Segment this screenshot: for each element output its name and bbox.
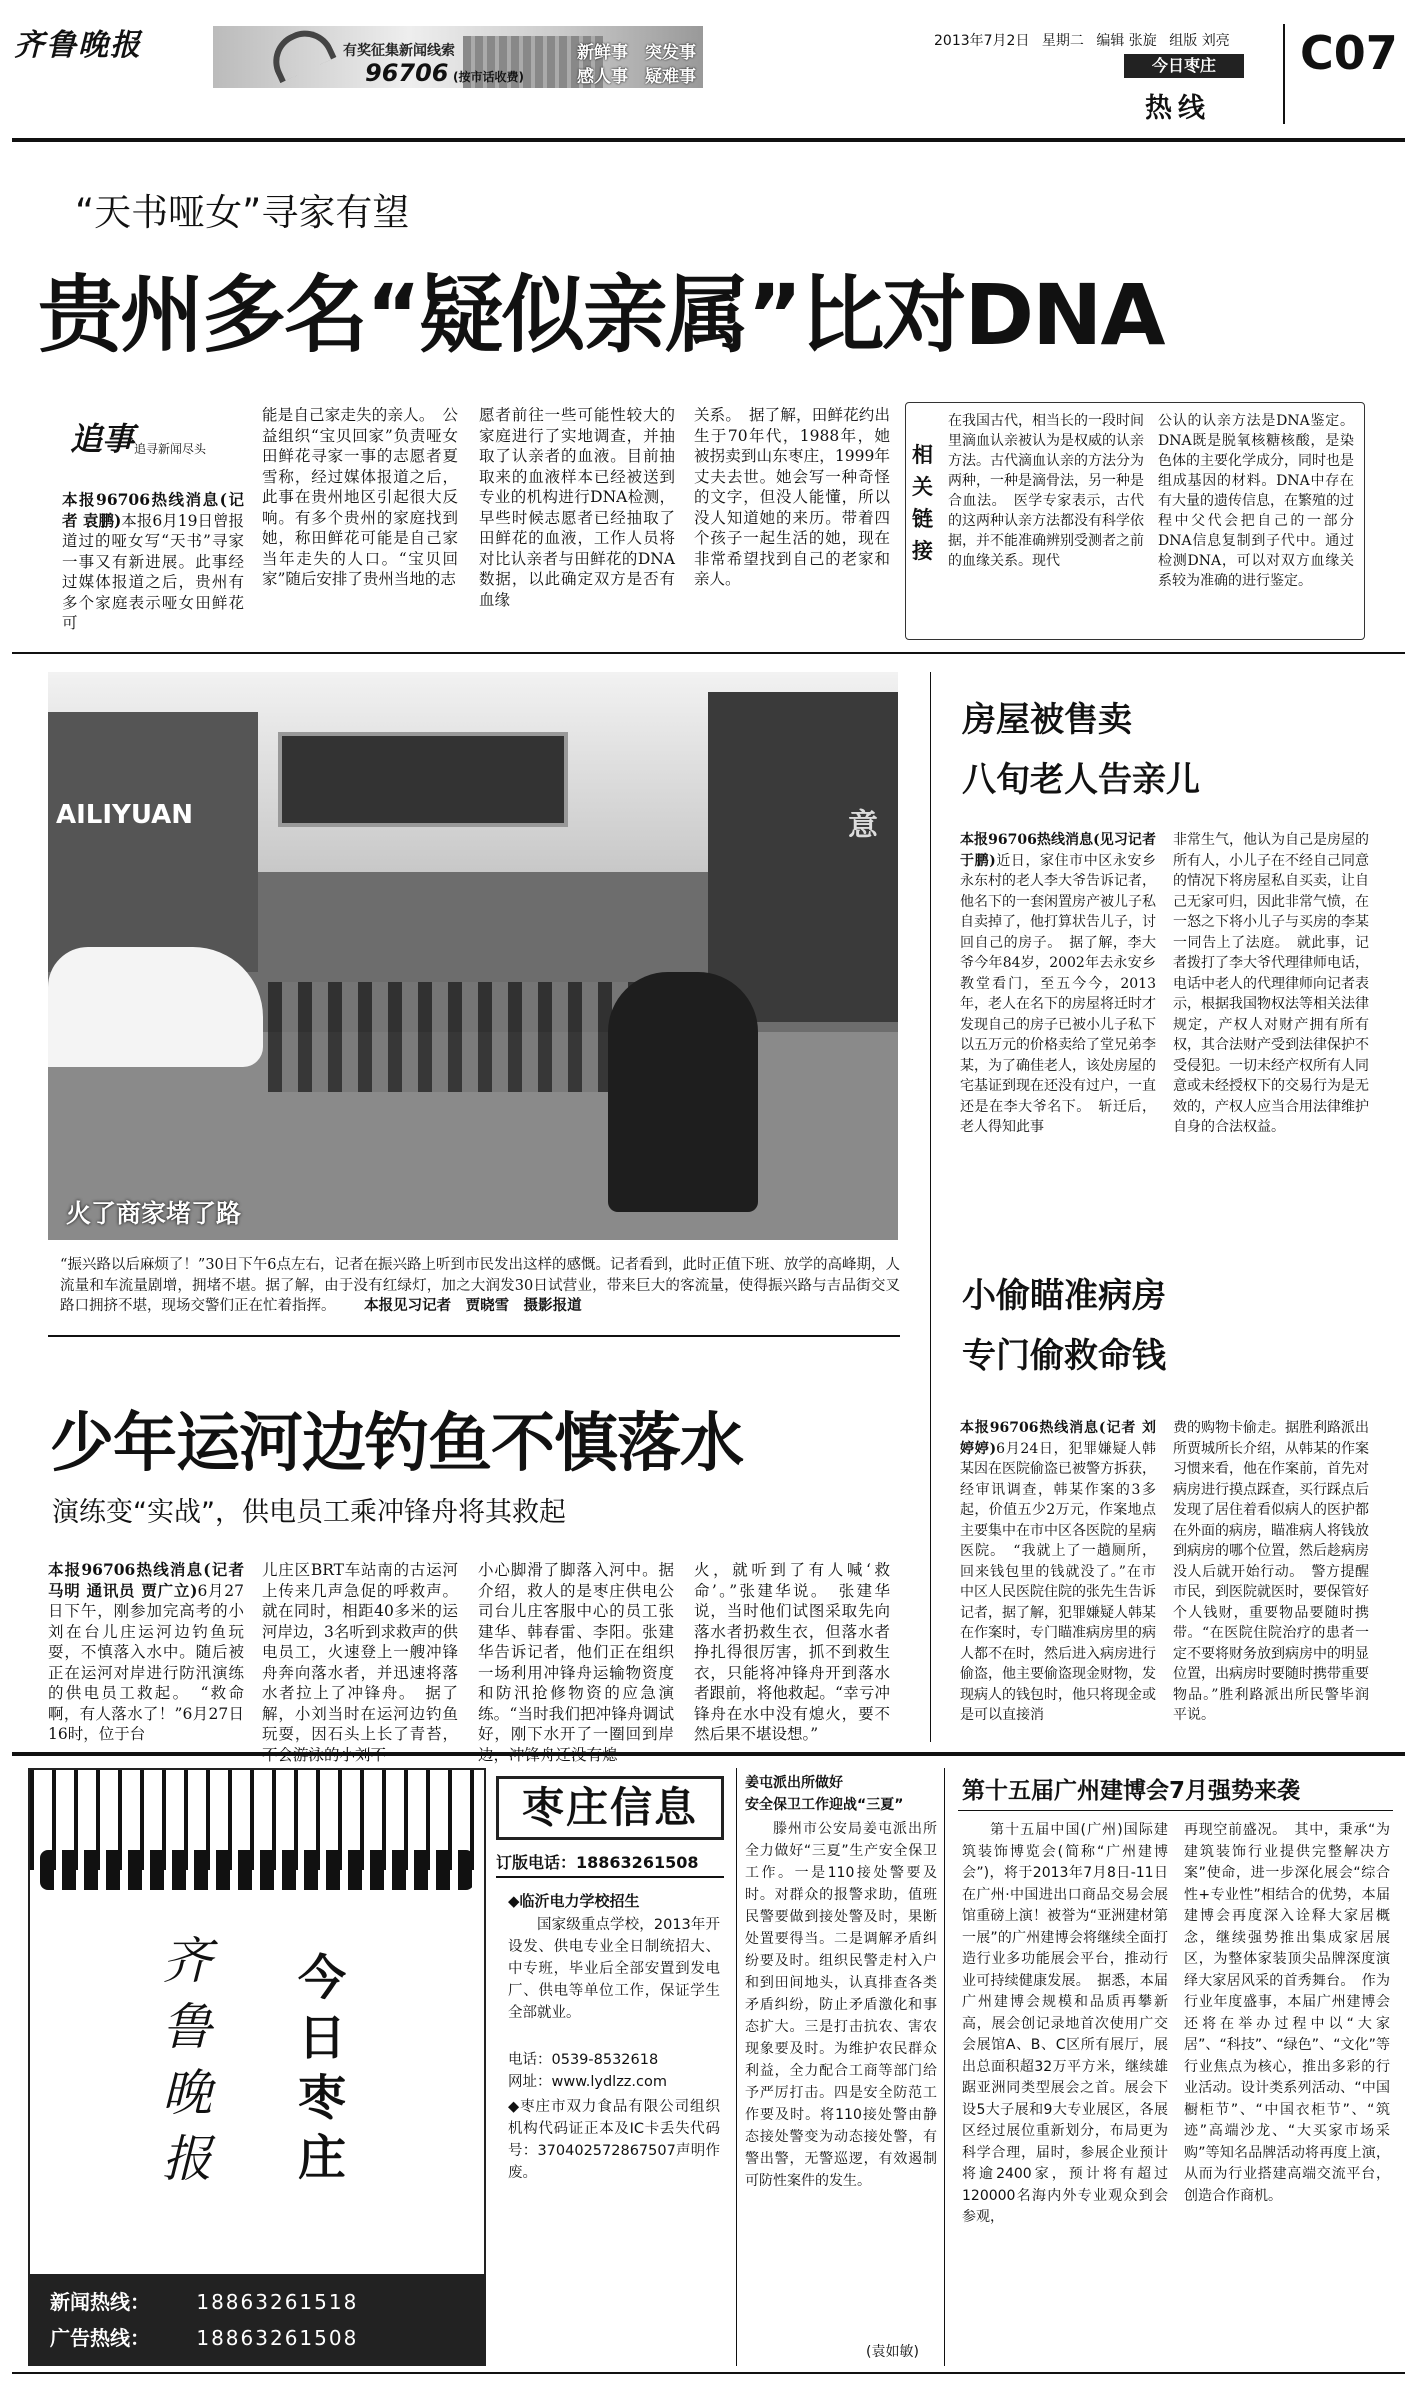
info-item2-text: ◆枣庄市双力食品有限公司组织机构代码证正本及IC卡丢失代码号：370402572867507声明作废。 [508, 2099, 720, 2181]
street-photo [48, 672, 898, 1240]
page-bottom-rule [12, 2372, 1405, 2374]
info-rule [496, 1876, 724, 1878]
issue-weekday: 星期二 [1041, 33, 1084, 49]
fishing-headline: 少年运河边钓鱼不慎落水 [50, 1407, 743, 1481]
lead-col-4 [694, 405, 890, 640]
lead-tag-sub: 追寻新闻尽头 [134, 442, 207, 456]
house-col-1 [960, 830, 1156, 1255]
section-name: 热线 [1145, 93, 1211, 124]
info-item1-phone: 电话：0539-8532618 [508, 2052, 659, 2068]
lead-col-4-text: 关系。 据了解，田鲜花约出生于70年代，1988年，她被拐卖到山东枣庄，1999年丈夫去世。她会写一种奇怪的文字，但没人能懂，所以没人知道她的来历。带着四个孩子一起生活的她，现在非常希望找到自己的老家和亲人。 [694, 406, 890, 588]
police-text [745, 1818, 937, 2338]
house-title-2: 八旬老人告亲儿 [962, 760, 1200, 800]
lead-bottom-rule [12, 652, 1405, 654]
photo-sign-2: 意 [848, 808, 878, 843]
lead-col-2 [262, 405, 458, 640]
house-title-1: 房屋被售卖 [962, 700, 1132, 740]
phone-handset-icon [263, 21, 336, 83]
page-number: C07 [1300, 26, 1398, 80]
lead-byline: 本报96706热线消息(记者 袁鹏) [62, 490, 244, 530]
tip-line-label: 有奖征集新闻线索 [343, 43, 455, 59]
thief-col-1 [960, 1418, 1156, 1740]
expo-col-1-text: 第十五届中国(广州)国际建筑装饰博览会(简称“广州建博会”)，将于2013年7月8日-11日在广州·中国进出口商品交易会展馆重磅上演！被誉为“亚洲建材第一展”的广州建博会将继续全面打造行业多功能展会平台，推动行业可持续健康发展。 据悉，本届广州建博会规模和品质再攀新高，展会创记录地首次使用广交会展馆A、B、C区所有展厅，展出总面积超32万平方米，继续雄踞亚洲同类型展会之首。展会下设5大子展和9大专业展区，各展区经过展位重新划分，布局更为科学合理，届时，参展企业预计将逾2400家，预计将有超过120000名海内外专业观众到会参观， [962, 1822, 1168, 2225]
related-label: 相关链接 [912, 443, 933, 563]
thief-title-1: 小偷瞄准病房 [962, 1276, 1166, 1316]
photo-sign-1: AILIYUAN [56, 800, 194, 830]
thief-col-2-text: 费的购物卡偷走。据胜利路派出所贾城所长介绍，从韩某的作案习惯来看，他在作案前，首先对病房进行摸点踩查，买行踩点后发现了居住着看似病人的医护都在外面的病房，瞄准病人将钱放到病房的哪个位置，然后趁病房没人后就开始行动。 警方提醒市民，到医院就医时，要保管好个人钱财，重要物品要随时携带。“在医院住院治疗的患者一定不要将财务放到病房中的明显位置，出病房时要随时携带重要物品。”胜利路派出所民警毕润平说。 [1173, 1420, 1369, 1723]
layout-editor: 组版 刘亮 [1169, 33, 1230, 49]
news-hotline: 18863261518 [196, 2290, 359, 2314]
lead-col-2-text: 能是自己家走失的亲人。 公益组织“宝贝回家”负责哑女田鲜花寻家一事的志愿者夏雪称，经过媒体报道之后，此事在贵州地区引起很大反响。有多个贵州的家庭找到她，称田鲜花可能是自己家当年走失的人口。“宝贝回家”随后安排了贵州当地的志 [262, 406, 458, 588]
police-credit: (袁如敏) [866, 2344, 919, 2360]
thief-byline: 本报96706热线消息(记者 刘婷婷) [960, 1420, 1156, 1457]
related-col-1 [948, 411, 1144, 633]
house-col-2-text: 非常生气，他认为自己是房屋的所有人，小儿子在不经自己同意的情况下将房屋私自买卖，让自己无家可归，因此非常气愤，在一怒之下将小儿子与买房的李某一同告上了法庭。 就此事，记者拨打了李大爷代理律师电话，电话中老人的代理律师向记者表示，根据我国物权法等相关法律规定，产权人对财产拥有所有权，其合法财产受到法律保护不受侵犯。一切未经产权所有人同意或未经授权下的交易行为是无效的，产权人应当合用法律维护自身的合法权益。 [1173, 832, 1369, 1135]
info-title: 枣庄信息 [496, 1776, 724, 1840]
info-order-label: 订版电话： [496, 1853, 577, 1872]
ad-title: 今日枣庄 [298, 1950, 347, 2186]
ad-logo: 齐鲁晚报 [162, 1932, 212, 2188]
lead-tag-text: 追事 [70, 420, 135, 458]
ad-block [28, 1768, 486, 2366]
right-col-divider [930, 672, 931, 1742]
lead-tag [62, 412, 232, 462]
info-item1 [508, 1914, 720, 2044]
thief-col-1-text: 6月24日，犯罪嫌疑人韩某因在医院偷盗已被警方拆获，经审讯调查，韩某作案的3多起，价值五少2万元，作案地点主要集中在市中区各医院的星病医院。 “我就上了一趟厕所，回来钱包里的钱就没了。”在市中区人民医院住院的张先生告诉记者，据了解，犯罪嫌疑人韩某在作案时，专门瞄准病房里的病人都不在时，然后进入病房进行偷盗，他主要偷盗现金财物，发现病人的钱包时，他只将现金或是可以直接消 [960, 1440, 1156, 1723]
photo-caption: 火了商家堵了路 [66, 1199, 242, 1228]
photo-car [48, 947, 263, 1067]
info-item2 [508, 2096, 720, 2216]
info-order [496, 1850, 698, 1873]
related-text-2: 公认的认亲方法是DNA鉴定。DNA既是脱氧核糖核酸，是染色体的主要化学成分，同时也是组成基因的材料。DNA中存在有大量的遗传信息，在繁殖的过程中父代会把自己的一部分DNA信息复制到子代中。通过检测DNA，可以对双方血缘关系较为准确的进行鉴定。 [1158, 413, 1354, 589]
fishing-byline: 本报96706热线消息(记者 马明 通讯员 贾广立) [48, 1560, 244, 1600]
info-block [496, 1768, 724, 2366]
info-item1-text: 国家级重点学校，2013年开设发、供电专业全日制统招大、中专班，毕业后全部安置到发电厂、供电等单位工作，保证学生全部就业。 [508, 1917, 720, 2021]
ad-hotline-label: 广告热线： [50, 2326, 150, 2350]
masthead-divider [1283, 24, 1285, 124]
thief-title-2: 专门偷救命钱 [962, 1336, 1166, 1376]
fishing-col-1-text: 6月27日下午，刚参加完高考的小刘在台儿庄运河边钓鱼玩耍，不慎落入水中。随后被正在运河对岸进行防汛演练的供电员工救起。 “救命啊，有人落水了！”6月27日16时，位于台 [48, 1581, 244, 1743]
related-box [905, 402, 1365, 640]
editor: 编辑 张旋 [1096, 33, 1157, 49]
house-col-2 [1173, 830, 1369, 1255]
house-col-1-text: 近日，家住市中区永安乡永东村的老人李大爷告诉记者，他名下的一套闲置房产被儿子私自卖掉了，他打算状告儿子，讨回自己的房子。 据了解，李大爷今年84岁，2002年去永安乡教堂看门，至五今今，2013年，老人在名下的房屋将迁时才发现自己的房子已被小儿子私下以五万元的价格卖给了堂兄弟李某，为了确佳老人，该处房屋的宅基证到现在还没有过户，一直还是在李大爷名下。 斩迁后，老人得知此事 [960, 852, 1157, 1135]
police-title-1: 姜屯派出所做好 [745, 1775, 843, 1791]
lead-kicker: “天书哑女”寻家有望 [75, 191, 410, 234]
lead-col-1-text: 本报6月19日曾报道过的哑女写“天书”寻家一事又有新进展。此事经过媒体报道之后，贵州有多个家庭表示哑女田鲜花可 [62, 511, 244, 632]
phone-handsets-row-icon [40, 1850, 474, 1890]
related-col-2 [1158, 411, 1354, 633]
photo-text [60, 1255, 900, 1319]
lead-col-3-text: 愿者前往一些可能性较大的家庭进行了实地调查，并抽取了认亲者的血液。目前抽取来的血液样本已经被送到专业的机构进行DNA检测，早些时候志愿者已经抽取了田鲜花的血液，工作人员将对比认亲者与田鲜花的DNA数据，以此确定双方是否有血缘 [479, 406, 675, 609]
photo-building-left [48, 712, 258, 972]
lead-headline: 贵州多名“疑似亲属”比对DNA [38, 266, 1164, 364]
photo-billboard [278, 732, 568, 827]
fishing-col-4 [694, 1560, 890, 1742]
masthead-logo: 齐鲁晚报 [14, 28, 142, 63]
expo-col-2-text: 再现空前盛况。 其中，秉承“为建筑装饰行业提供完整解决方案”使命，进一步深化展会“综合性+专业性”相结合的优势，本届建博会再度深入诠释大家居概念，继续强势推出集成家居展区，为整体家装顶尖品牌深度演绎大家居风采的首秀舞台。 作为行业年度盛事，本届广州建博会还将在举办过程中以“大家居”、“科技”、“绿色”、“文化”等行业焦点为核心，推出多彩的行业活动。设计类系列活动、“中国橱柜节”、“中国衣柜节”、“筑迹”高端沙龙、“大买家市场采购”等知名品牌活动将再度上演，从而为行业搭建高端交流平台，创造合作商机。 [1184, 1822, 1390, 2204]
fishing-col-4-text: 火，就听到了有人喊‘救命’。”张建华说。 张建华说，当时他们试图采取先向落水者扔救生衣，但落水者挣扎得很厉害，抓不到救生衣，只能将冲锋舟开到落水者跟前，将他救起。“幸亏冲锋舟在水中没有熄火，要不然后果不堪设想。” [694, 1561, 890, 1743]
fishing-col-2-text: 儿庄区BRT车站南的古运河上传来几声急促的呼救声。就在同时，相距40多米的运河岸边，3名听到求救声的供电员工，火速登上一艘冲锋舟奔向落水者，并迅速将落水者拉上了冲锋舟。 据了解，小刘当时在运河边钓鱼玩耍，因石头上长了青苔， [262, 1561, 458, 1743]
photo-bottom-rule [48, 1335, 900, 1337]
info-order-phone: 18863261508 [576, 1853, 699, 1872]
news-hotline-label: 新闻热线： [50, 2290, 150, 2314]
tip-phone: 96706 [365, 59, 449, 87]
info-item1-site: 网址：www.lydlzz.com [508, 2074, 667, 2090]
issue-date: 2013年7月2日 [934, 33, 1030, 49]
photo-scooter-rider [608, 972, 758, 1212]
police-text-body: 滕州市公安局姜屯派出所全力做好“三夏”生产安全保卫工作。一是110接处警要及时。对群众的报警求助，值班民警要做到接处警及时，果断处置要得当。二是调解矛盾纠纷要及时。组织民警走村入户和到田间地头，认真排查各类矛盾纠纷，防止矛盾激化和事态扩大。三是打击抗农、害农现象要及时。为维护农民群众利益，全力配合工商等部门给予严厉打击。四是安全防范工作要及时。将110接处警由静态接处警变为动态接处警，有警出警，无警巡逻，有效遏制可防性案件的发生。 [745, 1821, 937, 2189]
fishing-bottom-rule [12, 1752, 1405, 1756]
photo-credit: 本报见习记者 贾晓雪 摄影报道 [364, 1297, 582, 1314]
photo-text-body: “振兴路以后麻烦了！”30日下午6点左右，记者在振兴路上听到市民发出这样的感慨。记者看到，此时正值下班、放学的高峰期，人流量和车流量剧增，拥堵不堪。据了解，由于没有红绿灯，加之大润发30日试营业，带来巨大的客流量，使得振兴路与吉品街交叉路口拥挤不堪，现场交警们正在忙着指挥。 [60, 1257, 900, 1314]
ad-hotline-bar [30, 2274, 484, 2366]
related-text-1: 在我国古代，相当长的一段时间里滴血认亲被认为是权威的认亲方法。古代滴血认亲的方法分为两种，一种是滴骨法，另一种是合血法。 医学专家表示，古代的这两种认亲方法都没有科学依据，并不能准确辨别受测者之前的血缘关系。现代 [948, 413, 1144, 569]
fishing-col-3 [478, 1560, 674, 1742]
police-title-2: 安全保卫工作迎战“三夏” [745, 1797, 904, 1813]
masthead-banner [213, 26, 703, 88]
fishing-col-2 [262, 1560, 458, 1742]
section-top-badge: 今日枣庄 [1124, 54, 1244, 78]
fishing-col-1 [48, 1560, 244, 1742]
photo-building-right [708, 692, 898, 1022]
fishing-subhead: 演练变“实战”，供电员工乘冲锋舟将其救起 [52, 1497, 566, 1528]
expo-col-2 [1184, 1820, 1390, 2365]
fishing-col-3-text: 小心脚滑了脚落入河中。据介绍，救人的是枣庄供电公司台儿庄客服中心的员工张建华、韩春雷、李阳。张建华告诉记者，他们正在组织一场利用冲锋舟运输物资度和防汛抢修物资的应急演练。“当时我们把冲锋舟调试好，刚下水开了一圈回到岸 [478, 1561, 674, 1743]
expo-rule [958, 1810, 1393, 1811]
info-divider [736, 1768, 737, 2366]
ad-hotline: 18863261508 [196, 2326, 359, 2350]
masthead-meta [934, 30, 1230, 50]
house-byline: 本报96706热线消息(见习记者 于鹏) [960, 832, 1156, 869]
slogan-1: 新鲜事 突发事 [577, 43, 696, 63]
expo-title: 第十五届广州建博会7月强势来袭 [962, 1778, 1301, 1804]
masthead-rule [12, 138, 1405, 142]
lead-col-1 [62, 490, 244, 640]
police-divider [944, 1768, 945, 2366]
tip-note: (按市话收费) [453, 70, 524, 84]
expo-col-1 [962, 1820, 1168, 2365]
info-item1-title: ◆临沂电力学校招生 [508, 1892, 640, 1910]
slogan-2: 感人事 疑难事 [577, 67, 696, 87]
lead-col-3 [479, 405, 675, 640]
thief-col-2 [1173, 1418, 1369, 1740]
